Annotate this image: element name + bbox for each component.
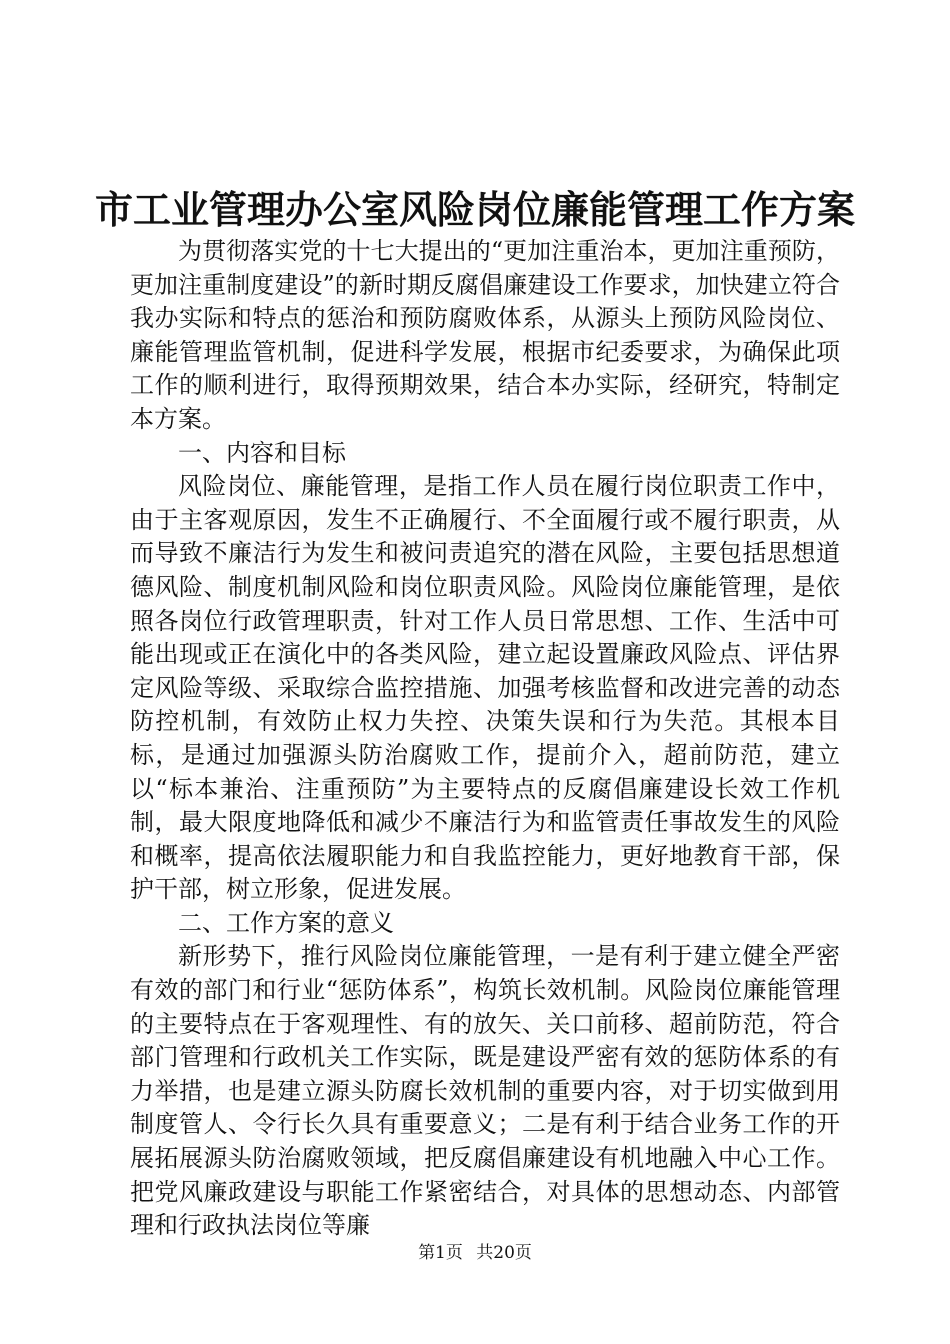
page-total: 共20页: [476, 1243, 532, 1263]
page-footer: [0, 1242, 950, 1264]
document-body: [130, 235, 840, 1243]
paragraph-significance: 新形势下，推行风险岗位廉能管理，一是有利于建立健全严密有效的部门和行业“惩防体系”，构筑长效机制。风险岗位廉能管理的主要特点在于客观理性、有的放矢、关口前移、超前防范，符合部门管理和行政机关工作实际，既是建设严密有效的惩防体系的有力举措，也是建立源头防腐长效机制的重要内容，对于切实做到用制度管人、令行长久具有重要意义；二是有利于结合业务工作的开展拓展源头防治腐败领域，把反腐倡廉建设有机地融入中心工作。把党风廉政建设与职能工作紧密结合，对具体的思想动态、内部管理和行政执法岗位等廉: [130, 942, 840, 1240]
page-number: 第1页: [418, 1243, 463, 1263]
section-heading-content-goals: 一、内容和目标: [178, 438, 346, 467]
paragraph-intro: 为贯彻落实党的十七大提出的“更加注重治本，更加注重预防，更加注重制度建设”的新时期反腐倡廉建设工作要求，加快建立符合我办实际和特点的惩治和预防腐败体系，从源头上预防风险岗位、廉能管理监管机制，促进科学发展，根据市纪委要求，为确保此项工作的顺利进行，取得预期效果，结合本办实际，经研究，特制定本方案。: [130, 237, 840, 433]
paragraph-content-goals: 风险岗位、廉能管理，是指工作人员在履行岗位职责工作中，由于主客观原因，发生不正确履行、不全面履行或不履行职责，从而导致不廉洁行为发生和被问责追究的潜在风险，主要包括思想道德风险、制度机制风险和岗位职责风险。风险岗位廉能管理，是依照各岗位行政管理职责，针对工作人员日常思想、工作、生活中可能出现或正在演化中的各类风险，建立起设置廉政风险点、评估界定风险等级、采取综合监控措施、加强考核监督和改进完善的动态防控机制，有效防止权力失控、决策失误和行为失范。其根本目标，是通过加强源头防治腐败工作，提前介入，超前防范，建立以“标本兼治、注重预防”为主要特点的反腐倡廉建设长效工作机制，最大限度地降低和减少不廉洁行为和监管责任事故发生的风险和概率，提高依法履职能力和自我监控能力，更好地教育干部，保护干部，树立形象，促进发展。: [130, 472, 840, 904]
document-title: 市工业管理办公室风险岗位廉能管理工作方案: [94, 187, 855, 232]
section-heading-significance: 二、工作方案的意义: [178, 908, 394, 937]
